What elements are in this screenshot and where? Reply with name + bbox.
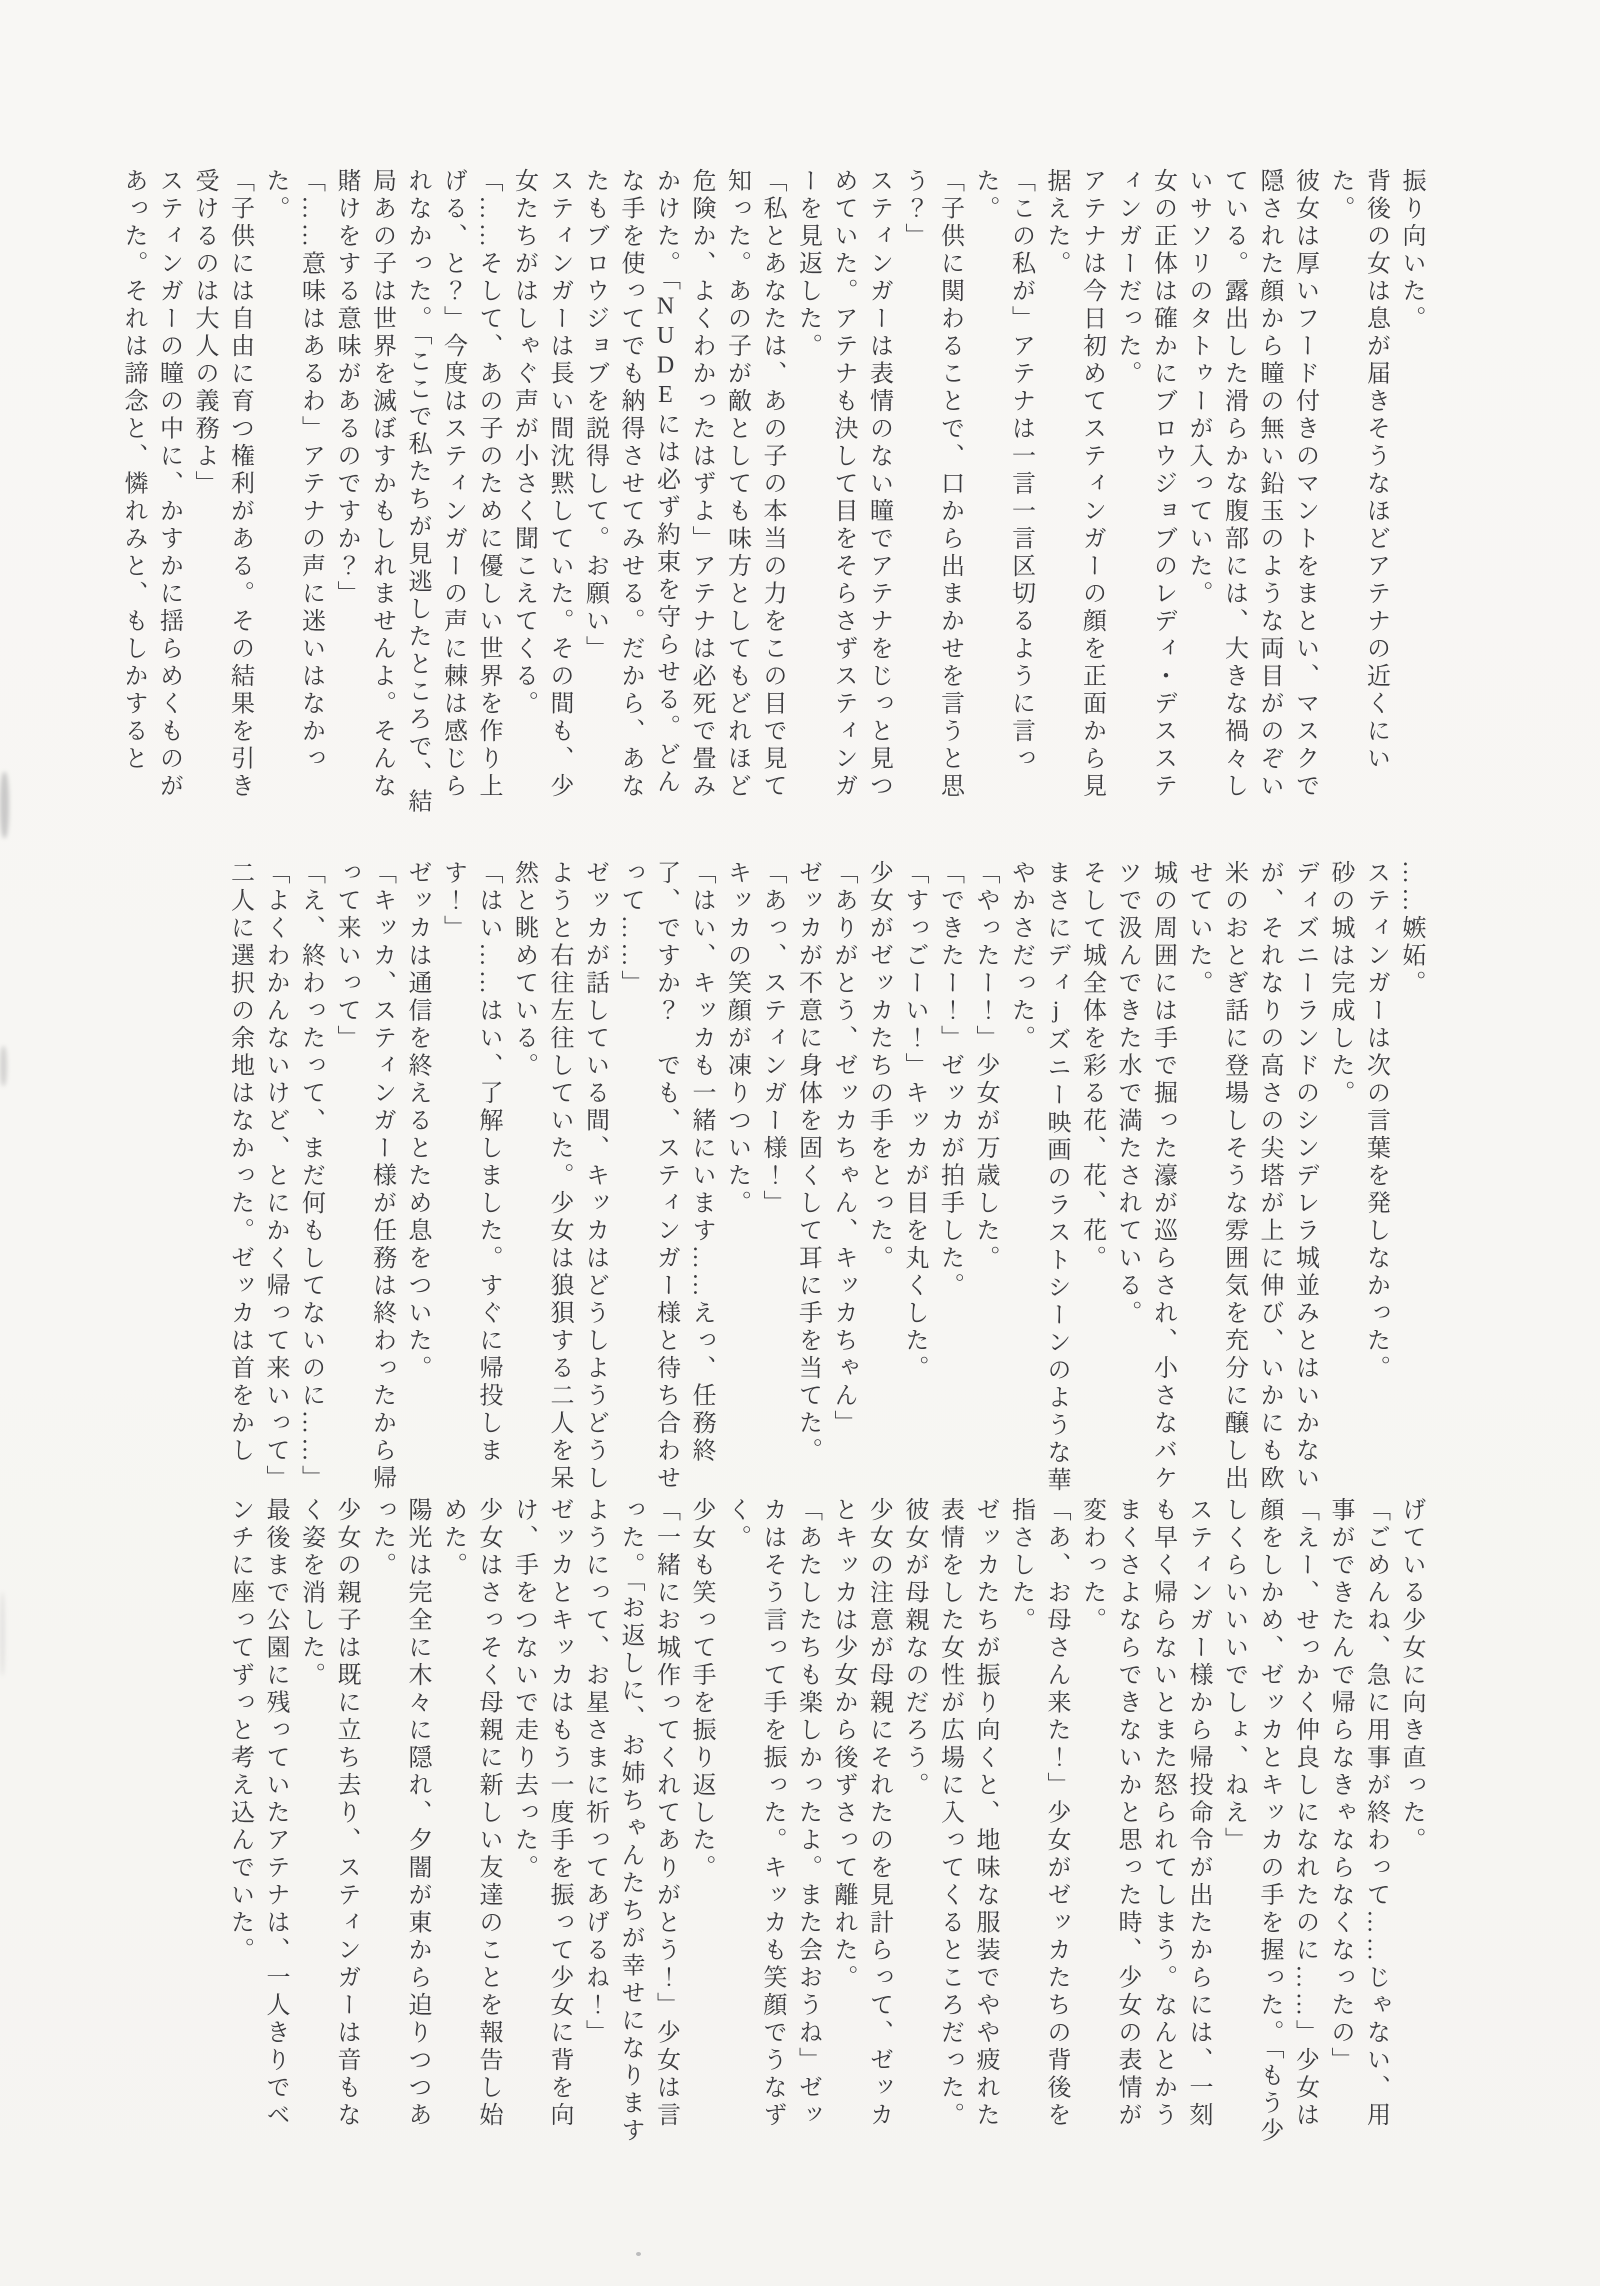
paragraph: ゼッカとキッカはもう一度手を振って少女に背を向け、手をつないで走り去った。 (510, 1497, 572, 2130)
paragraph: 「……意味はあるわ」アテナの声に迷いはなかった。 (262, 168, 324, 773)
paragraph: スティンガーは表情のない瞳でアテナをじっと見つめていた。アテナも決して目をそらさずスティンガーを見返した。 (794, 168, 892, 801)
paragraph: 砂の城は完成した。 (1327, 860, 1353, 1108)
paragraph: ゼッカが不意に身体を固くして耳に手を当てた。 (794, 860, 821, 1465)
paragraph: 「ごめんね、急に用事が終わって……じゃない、用事ができたんで帰らなきゃならなくなったの」 (1327, 1497, 1389, 2130)
paragraph: 「えー、せっかく仲良しになれたのに……」少女は顔をしかめ、ゼッカとキッカの手を握った。「もう少しくらいいいでしょ、ねえ」 (1220, 1497, 1318, 2145)
paragraph: 「一緒にお城作ってくれてありがとう！」少女は言った。「お返しに、お姉ちゃんたちが幸せになりますようにって、お星さまに祈ってあげるね！」 (581, 1497, 679, 2145)
paragraph: そして城全体を彩る花、花、花。 (1078, 860, 1105, 1273)
paragraph: 最後まで公園に残っていたアテナは、一人きりでベンチに座ってずっと考え込んでいた。 (226, 1497, 288, 2130)
latin-upright-text: NUDE (652, 293, 679, 412)
paragraph: ディズニーランドのシンデレラ城並みとはいかないが、それなりの高さの尖塔が上に伸び、いかにも欧米のおとぎ話に登場しそうな雰囲気を充分に醸し出せていた。 (1185, 860, 1318, 1493)
paragraph: 「よくわかんないけど、とにかく帰って来いって」 (262, 860, 288, 1493)
paragraph: 「え、終わったって、まだ何もしてないのに……」 (297, 860, 324, 1493)
paragraph: 少女はさっそく母親に新しい友達のことを報告し始めた。 (439, 1497, 501, 2130)
paragraph: まさにディjズニー映画のラストシーンのような華やかさだった。 (1007, 860, 1069, 1495)
text-band-middle (221, 860, 1428, 1510)
paragraph: キッカの笑顔が凍りついた。 (723, 860, 750, 1218)
paragraph: 「できたー！」ゼッカが拍手した。 (936, 860, 963, 1300)
paragraph: アテナは今日初めてスティンガーの顔を正面から見据えた。 (1043, 168, 1105, 801)
paragraph: 「……そして、あの子のために優しい世界を作り上げる、と？」今度はスティンガーの声に棘は感じられなかった。「ここで私たちが見逃したところで、結局あの子は世界を滅ぼすかもしれませんよ。そんな賭けをする意味があるのですか？」 (333, 168, 501, 816)
scan-artifact-edge-smudge (0, 1046, 7, 1086)
paragraph: 「あたしたちも楽しかったよ。また会おうね」ゼッカはそう言って手を振った。キッカも笑顔でうなずく。 (723, 1497, 821, 2130)
paragraph: 「あ、お母さん来た！」少女がゼッカたちの背後を指さした。 (1007, 1497, 1069, 2130)
paragraph: 彼女は厚いフード付きのマントをまとい、マスクで隠された顔から瞳の無い鉛玉のような両目がのぞいている。露出した滑らかな腹部には、大きな禍々しいサソリのタトゥーが入っていた。 (1185, 168, 1318, 801)
paragraph: 二人に選択の余地はなかった。ゼッカは首をかし (226, 860, 253, 1465)
paragraph: 「あっ、スティンガー様！」 (759, 860, 785, 1218)
paragraph: 「はい、キッカも一緒にいます……えっ、任務終了、ですか？ でも、スティンガー様と待ち合わせって……」 (617, 860, 714, 1493)
paragraph: スティンガーの瞳の中に、かすかに揺らめくものがあった。それは諦念と、憐れみと、もしかすると (120, 168, 182, 801)
paragraph: 「すっごーい！」キッカが目を丸くした。 (901, 860, 927, 1383)
paragraph: ゼッカは通信を終えるとため息をついた。 (404, 860, 430, 1383)
scan-artifact-speck (636, 2252, 641, 2256)
paragraph: 「子供には自由に育つ権利がある。その結果を引き受けるのは大人の義務よ」 (191, 168, 253, 801)
paragraph: 「キッカ、スティンガー様が任務は終わったから帰って来いって」 (333, 860, 395, 1493)
scan-artifact-edge-smudge (0, 1592, 5, 1676)
paragraph: ゼッカたちが振り向くと、地味な服装でやや疲れた表情をした女性が広場に入ってくるところだった。彼女が母親なのだろう。 (901, 1497, 998, 2130)
paragraph: ゼッカが話している間、キッカはどうしようどうしようと右往左往していた。少女は狼狽する二人を呆然と眺めている。 (510, 860, 608, 1493)
paragraph: 陽光は完全に木々に隠れ、夕闇が東から迫りつつあった。 (368, 1497, 430, 2130)
paragraph: 「私とあなたは、あの子の本当の力をこの目で見て知った。あの子が敵としても味方としてもどれほど危険か、よくわかったはずよ」アテナは必死で畳みかけた。「NUDEには必ず約束を守らせる。どんな手を使ってでも納得させてみせる。だから、あなたもブロウジョブを説得して。お願い」 (581, 168, 785, 801)
text-band-bottom (221, 1497, 1428, 2147)
scan-artifact-edge-smudge (0, 772, 9, 838)
paragraph: 少女の注意が母親にそれたのを見計らって、ゼッカとキッカは少女から後ずさって離れた。 (830, 1497, 892, 2130)
paragraph: 「やったー！」少女が万歳した。 (972, 860, 998, 1273)
paragraph: げている少女に向き直った。 (1398, 1497, 1424, 1855)
paragraph: スティンガーは長い間沈黙していた。その間も、少女たちがはしゃぐ声が小さく聞こえてくる。 (510, 168, 572, 801)
paragraph: 背後の女は息が届きそうなほどアテナの近くにいた。 (1327, 168, 1389, 773)
paragraph: 振り向いた。 (1398, 168, 1424, 333)
paragraph: 少女がゼッカたちの手をとった。 (865, 860, 892, 1273)
paragraph: 城の周囲には手で掘った濠が巡らされ、小さなバケツで汲んできた水で満たされている。 (1114, 860, 1176, 1493)
text-band-top (115, 168, 1429, 818)
paragraph: 「子供に関わることで、口から出まかせを言うと思う？」 (901, 168, 963, 801)
paragraph: 「ありがとう、ゼッカちゃん、キッカちゃん」 (830, 860, 856, 1438)
latin-upright-text: j (1043, 997, 1069, 1027)
paragraph: 「この私が」アテナは一言一言区切るように言った。 (972, 168, 1034, 773)
paragraph: スティンガー様から帰投命令が出たからには、一刻も早く帰らないとまた怒られてしまう。なんとかうまくさよならできないかと思った時、少女の表情が変わった。 (1078, 1497, 1211, 2130)
paragraph: ……嫉妬。 (1398, 860, 1424, 998)
paragraph: スティンガーは次の言葉を発しなかった。 (1362, 860, 1389, 1383)
paragraph: 女の正体は確かにブロウジョブのレディ・デススティンガーだった。 (1114, 168, 1176, 801)
paragraph: 少女の親子は既に立ち去り、スティンガーは音もなく姿を消した。 (297, 1497, 359, 2130)
paragraph: 「はい……はい、了解しました。すぐに帰投します！」 (439, 860, 501, 1465)
paragraph: 少女も笑って手を振り返した。 (688, 1497, 714, 1882)
